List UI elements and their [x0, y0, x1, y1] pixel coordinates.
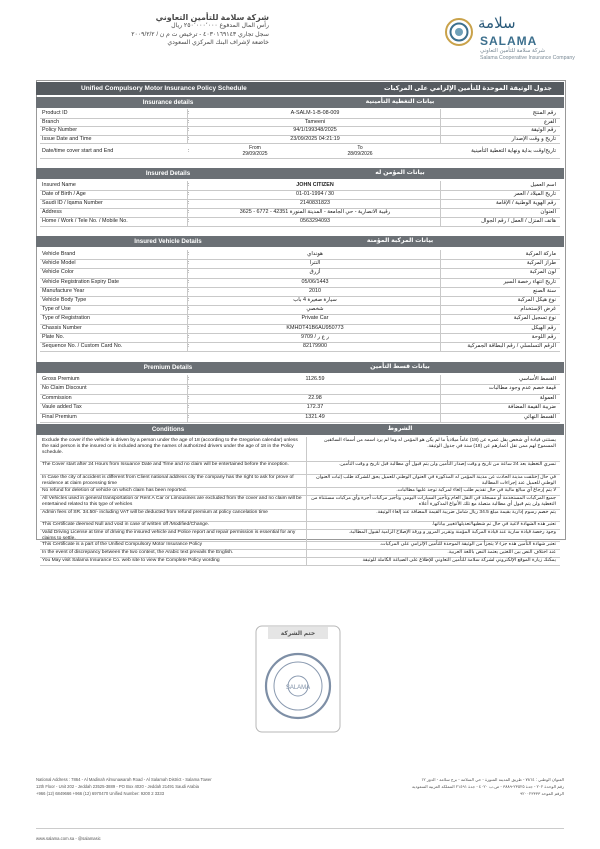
coverage-from-date: 29/09/2025: [242, 151, 268, 157]
row-value: شخصي: [306, 306, 324, 313]
row-label-ar: العمولة: [539, 394, 556, 401]
condition-row: [40, 495, 560, 510]
condition-ar: تعتبر شهادة التأمين هذه جزء لا يتجزأ من الوثيقة الموحدة للتأمين الإلزامي على المركبات.: [379, 542, 556, 547]
row-label-ar: تاريخ انتهاء رخصة السير: [503, 278, 556, 285]
row-value: 23/09/2025 04:21:19: [290, 135, 340, 142]
row-label-en: Plate No.: [42, 333, 65, 340]
row-label-en: Type of Registration: [42, 315, 90, 322]
condition-en: All Vehicles used in general transportation or Rent A Car or Limousines are excluded from the cover and no claim will be entertained related to this type of vehicles: [42, 496, 302, 507]
condition-en: No refund for deletion of vehicle on which claim has been reported.: [42, 488, 187, 493]
coverage-to-date: 28/09/2026: [347, 151, 373, 157]
row-value: 22.98: [308, 394, 322, 401]
row-value: هونداي: [307, 251, 323, 257]
stamp-label: ختم الشركة: [280, 631, 316, 637]
row-label-en: Date/time cover start and End: [42, 148, 114, 154]
company-info-line: شركة سلامة للتأمين التعاوني: [155, 13, 269, 22]
row-label-ar: تاريخ الميلاد / العمر: [513, 191, 556, 198]
row-label-ar: رقم المنتج: [532, 110, 556, 116]
footer-address-en: [36, 776, 296, 797]
logo-english-text: SALAMA: [480, 34, 538, 48]
section-title-en: Premium Details: [143, 364, 193, 371]
row-label-en: Date of Birth / Age: [42, 191, 86, 198]
condition-ar: يمكنك زيارة الموقع الإلكتروني لشركة سلامة للتأمين التعاوني للإطلاع على الصياغة الكاملة للوثيقة: [362, 558, 556, 563]
footer-rule: [36, 828, 564, 829]
row-value: 1321.49: [305, 413, 325, 420]
column-divider: [187, 109, 188, 143]
row-colon: :: [188, 278, 190, 285]
column-divider: [440, 109, 441, 143]
row-label-ar: نوع هيكل المركبة: [517, 297, 556, 303]
table-row: [40, 135, 560, 145]
row-colon: :: [188, 287, 190, 294]
section-bar-premium: [36, 362, 564, 373]
row-value: 82179900: [303, 343, 327, 349]
row-colon: :: [188, 394, 190, 401]
row-label-en: Vehicle Body Type: [42, 297, 87, 303]
section-title-en: Insured Details: [145, 170, 191, 177]
row-value: Tameeni: [304, 118, 326, 125]
row-value: سيارة صغيرة 4 باب: [293, 297, 337, 303]
row-value: 05/06/1443: [301, 278, 329, 285]
row-label-en: Final Premium: [42, 413, 77, 420]
row-label-ar: هاتف المنزل / العمل / رقم الجوال: [481, 218, 556, 225]
footer-line: 12th Floor - Unit 202 - Jeddah 23525-3889 - PO Box 4020 - Jeddah 21491 Saudi Arabia: [36, 784, 199, 789]
coverage-row: [40, 144, 560, 159]
coverage-from-label: From: [249, 145, 261, 151]
condition-ar: جميع المركبات المستخدمة أو مسجلة في النقل العام وتأجير السيارات اليومي وتأجير مركبات أجرة وأي مركبات مستثناة من التغطية ولن يتم قبول أي مطالبة متصلة مع تلك الأنواع المذكورة أعلاه: [311, 496, 556, 507]
column-divider: [187, 375, 188, 422]
row-label-en: Sequence No. / Custom Card No.: [42, 343, 123, 349]
company-info-line: خاضعة لإشراف البنك المركزي السعودي: [167, 39, 269, 47]
row-label-en: Insured Name: [42, 182, 76, 188]
row-value: JOHN CITIZEN: [296, 182, 334, 188]
condition-en: This Certificate is a part of the Unified Compulsory Motor Insurance Policy: [42, 542, 203, 547]
row-label-en: Address: [42, 209, 62, 216]
salama-logo-icon: [444, 17, 474, 47]
logo-subtitle-english: Salama Cooperative Insurance Company: [480, 55, 575, 61]
row-colon: :: [188, 333, 190, 340]
condition-ar: تعتبر هذه الشهادة لاغية في حال تم شطبها/تعديلها/تغيير بياناتها.: [431, 522, 556, 527]
row-colon: :: [188, 315, 190, 322]
schedule-title-ar: جدول الوثيقة الموحدة للتأمين الإلزامي على المركبات: [383, 85, 552, 92]
coverage-to: [330, 145, 390, 157]
row-value: 01-01-1994 / 30: [295, 191, 335, 198]
row-colon: :: [188, 413, 190, 420]
row-label-en: Gross Premium: [42, 376, 80, 382]
svg-text:SALAMA: SALAMA: [285, 685, 311, 691]
row-label-ar: الفرع: [543, 118, 556, 125]
company-info-arabic: [14, 14, 269, 48]
company-info-line: سجل تجاري ٤٠٣٠١٦٩١٤٣ - ترخيص ت م ن / ٢٠٠٩/٢/٢: [131, 30, 269, 38]
row-label-ar: رقم الوثيقة: [531, 127, 556, 134]
footer-line: الرقم الموحد ٩٢٠٠٢٣٣٣٣: [520, 791, 564, 796]
logo-arabic-text: سلامة: [478, 14, 516, 32]
section-title-en: Insurance details: [142, 99, 194, 106]
row-label-en: No Claim Discount: [42, 385, 87, 392]
row-label-en: Saudi ID / Iqama Number: [42, 200, 103, 207]
condition-en: In the event of discrepancy between the two context, the Arabic text prevails the English.: [42, 550, 234, 555]
row-value: أزرق: [309, 269, 321, 276]
table-row: [40, 342, 560, 352]
section-title-ar: بيانات المركبة المؤمنة: [366, 237, 434, 244]
column-divider: [440, 181, 441, 227]
row-colon: :: [188, 209, 190, 216]
condition-en: Valid Driving License at time of driving the insured vehicle and Police report and repair permission is essential for any claims to settle.: [42, 530, 296, 541]
condition-en: You May visit Salama Insurance Co. web site to view the Complete Policy wording: [42, 558, 220, 563]
condition-row: [40, 437, 560, 462]
column-divider: [440, 375, 441, 422]
footer-line: +966 (12) 6849666 +966 (12) 6970470 Unified Number: 9200 2 3333: [36, 791, 165, 796]
row-colon: :: [188, 148, 190, 154]
row-label-en: Vaule added Tax: [42, 404, 82, 411]
row-value: 2140831823: [300, 200, 330, 207]
coverage-to-label: To: [357, 145, 363, 151]
row-value: 1126.59: [305, 376, 325, 382]
section-bar-conditions: [36, 424, 564, 435]
condition-ar: وجود رخصة قيادة سارية عند قيادة المركبة المؤمنة وتقرير المرور و ورقة الإصلاح الزامية لقبول المطالبة.: [348, 530, 556, 535]
row-colon: :: [188, 324, 190, 331]
row-label-en: Vehicle Color: [42, 269, 74, 276]
row-label-en: Issue Date and Time: [42, 135, 92, 142]
footer-line: العنوان الوطني : ٧٨٦٤ - طريق المدينة المنورة - حي السلامة - برج سلامة - الدور ١٢: [421, 777, 564, 782]
row-label-ar: القسط النهائي: [523, 413, 556, 420]
company-stamp-icon: [250, 624, 346, 734]
row-label-en: Commission: [42, 394, 72, 401]
condition-ar: يتم خصم رسوم إدارية بقيمة مبلغ 34.5 ريال شامل ضريبة القيمة المضافة عند إلغاء الوثيقة.: [376, 510, 556, 515]
condition-ar: في حال إختلفت مدينة الحادث عن مدينة المؤمن له المذكورة في العنوان الوطني للعميل يحق للشركة طلب إثبات العنوان الوطني للعميل عند إجراءات المطالبة: [316, 475, 556, 486]
row-colon: :: [188, 118, 190, 125]
schedule-title-bar: [36, 82, 564, 95]
coverage-from: [225, 145, 285, 157]
row-label-ar: رقم الهيكل: [531, 324, 556, 331]
section-bar-insurance: [36, 97, 564, 108]
salama-logo: [444, 14, 589, 72]
row-value: KMHDT41B6AU950773: [286, 324, 344, 331]
row-label-en: Chassis Number: [42, 324, 82, 331]
row-colon: :: [188, 297, 190, 303]
condition-en: This Certificate deemed Null and void in case of written off /Modified/Change.: [42, 522, 210, 527]
row-colon: :: [188, 182, 190, 188]
row-colon: :: [188, 251, 190, 257]
row-label-ar: رقم اللوحة: [531, 333, 556, 340]
row-value: 94/1/199348/2025: [293, 127, 337, 134]
row-label-en: Home / Work / Tele No. / Mobile No.: [42, 218, 128, 225]
section-title-en: Conditions: [151, 426, 185, 433]
condition-en: Exclude the cover if the vehicle is driven by a person under the age of 18 (according to the Gregorian calendar) unless the said person is the insured or is included among the names of authorized drivers under the age of 18 in the Policy schedule.: [42, 438, 298, 455]
row-label-en: Vehicle Brand: [42, 251, 76, 257]
row-label-ar: قيمة خصم عدم وجود مطالبات: [488, 385, 556, 392]
footer-line: رقم الوحدة ٢٠٢ - جدة ٢٣٥٢٥-٣٨٨٩ - ص.ب ٤٠٢٠ - جدة ٢١٤٩١ المملكة العربية السعودية: [412, 784, 564, 789]
row-colon: :: [188, 376, 190, 382]
section-title-ar: بيانات المؤمن له: [375, 169, 425, 176]
row-value: A-SALM-1-B-08-009: [290, 110, 340, 116]
row-colon: :: [188, 343, 190, 349]
column-divider: [440, 250, 441, 351]
condition-en: In Case the city of accident is different from Client national address city the company has the right to ask for prove of residence at claim processing time: [42, 475, 294, 486]
row-colon: :: [188, 404, 190, 411]
row-label-ar: ضريبة القيمة المضافة: [507, 404, 556, 411]
logo-subtitle-arabic: شركة سلامة للتأمين التعاوني: [480, 48, 546, 54]
row-label-ar: تاريخ و وقت الإصدار: [511, 135, 556, 142]
row-label-ar: الرقم التسلسلي / رقم البطاقة الجمركية: [467, 343, 556, 349]
row-value: 0563294093: [300, 218, 330, 225]
row-value: رقيبة الانصارية - حي الجامعة - المدينة المنورة 42351 - 6772 - 3625: [239, 209, 391, 216]
row-value: 9709 / ر ع ر: [301, 333, 329, 340]
column-divider: [306, 437, 307, 565]
row-colon: :: [188, 110, 190, 116]
row-value: 2010: [309, 287, 321, 294]
row-label-ar: تاريخ/وقت بداية ونهاية التغطية التأمينية: [471, 148, 556, 154]
condition-ar: لا يتم إرجاع أي مبالغ مالية في حال تقديم طلب إلغاء لمركبة توجد عليها مطالبات.: [396, 488, 556, 493]
condition-ar: تسري التغطية بعد 24 ساعة من تاريخ و وقت إصدار التأمين ولن يتم قبول أي مطالبة قبل تاريخ و وقت التأمين.: [338, 462, 556, 467]
section-title-ar: الشروط: [387, 425, 413, 432]
footer-website: www.salama.com.sa - @salamasic: [36, 836, 101, 841]
row-value: 172.37: [306, 404, 324, 411]
condition-row: [40, 557, 560, 566]
company-info-line: رأس المال المدفوع ٢٥٠٬٠٠٠٬٠٠٠ ريال: [171, 22, 269, 30]
column-divider: [187, 250, 188, 351]
section-title-ar: بيانات التغطية التأمينية: [365, 98, 435, 105]
row-label-en: Manufacture Year: [42, 287, 85, 294]
row-label-ar: غرض الإستخدام: [520, 306, 556, 313]
row-label-en: Product ID: [42, 110, 68, 116]
row-colon: :: [188, 385, 190, 392]
row-label-ar: العنوان: [540, 209, 556, 216]
section-title-en: Insured Vehicle Details: [134, 238, 202, 245]
row-label-en: Branch: [42, 118, 60, 125]
row-colon: :: [188, 260, 190, 267]
row-label-ar: اسم العميل: [530, 182, 556, 188]
row-label-ar: ماركة المركبة: [525, 251, 556, 257]
row-label-ar: سنة الصنع: [533, 287, 556, 294]
row-label-ar: طراز المركبة: [526, 260, 556, 267]
footer-line: National Address : 7864 - Al Madinah Almunawarah Road - Al Salamah District - Salama Tower: [36, 777, 212, 782]
row-colon: :: [188, 200, 190, 207]
row-label-en: Vehicle Registration Expiry Date: [42, 278, 120, 285]
condition-row: [40, 474, 560, 488]
row-label-en: Vehicle Model: [42, 260, 76, 267]
row-colon: :: [188, 127, 190, 134]
table-row: [40, 413, 560, 423]
row-label-en: Policy Number: [42, 127, 78, 134]
section-bar-insured: [36, 168, 564, 179]
row-label-ar: رقم الهوية الوطنية / الإقامة: [496, 200, 556, 207]
condition-ar: يستثنى قيادة أي شخص يقل عمره عن (18) عاماً ميلادياً ما لم يكن هو المؤمن له وما لم يرد اسمه من أسماء السائقين المسموح لهم ممن تقل أعمارهم عن (18) سنة في جدول الوثيقة.: [324, 438, 556, 449]
column-divider: [187, 181, 188, 227]
condition-ar: عند اختلاف النص بين اللغتين يعتمد النص باللغة العربية.: [447, 550, 556, 555]
table-row: [40, 217, 560, 227]
row-colon: :: [188, 135, 190, 142]
row-label-ar: نوع تسجيل المركبة: [513, 315, 556, 322]
footer-address-ar: [304, 776, 564, 797]
condition-en: The Cover start after 24 Hours from Issuance Date and Time and no claim will be entertained before the inception.: [42, 462, 289, 467]
row-colon: :: [188, 269, 190, 276]
section-bar-vehicle: [36, 236, 564, 247]
row-label-ar: القسط الأساسي: [518, 376, 556, 382]
row-colon: :: [188, 191, 190, 198]
schedule-title-en: Unified Compulsory Motor Insurance Policy Schedule: [81, 85, 247, 92]
condition-en: Admin fees of SR. 34.50/- including VAT will be deducted from refund premium at policy cancelation time: [42, 510, 268, 515]
row-label-ar: لون المركبة: [529, 269, 556, 276]
row-value: النترا: [309, 260, 321, 267]
row-label-en: Type of Use: [42, 306, 71, 313]
row-colon: :: [188, 306, 190, 313]
condition-row: [40, 461, 560, 475]
section-title-ar: بيانات قسط التأمين: [370, 363, 430, 370]
row-value: Private Car: [301, 315, 329, 322]
row-colon: :: [188, 218, 190, 225]
